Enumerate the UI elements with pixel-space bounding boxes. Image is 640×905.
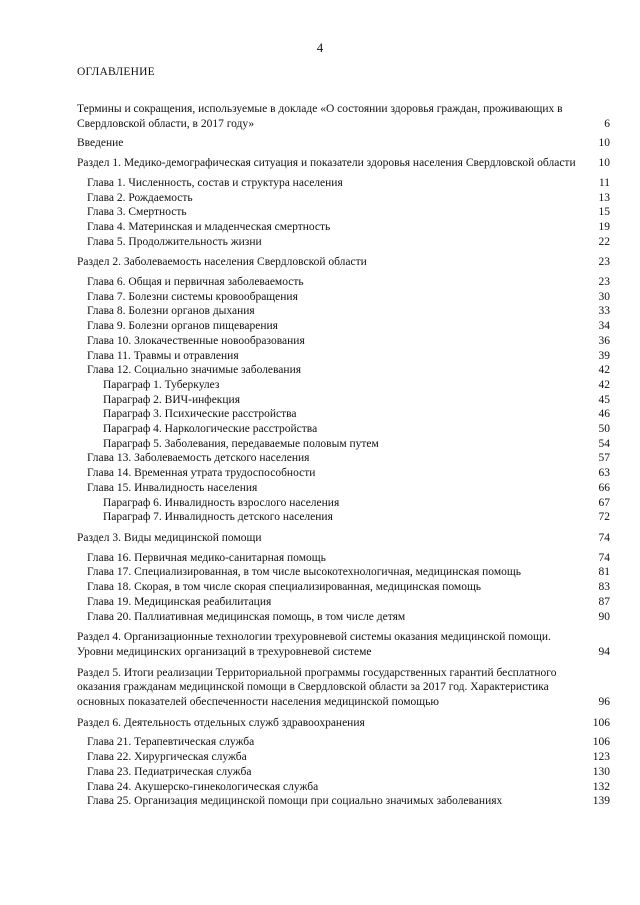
toc-entry-title: Глава 17. Специализированная, в том числе высокотехнологичная, медицинская помощь	[87, 566, 521, 579]
toc-chapter-24[interactable]	[77, 780, 610, 795]
toc-entry-title: Глава 25. Организация медицинской помощи при социально значимых заболеваниях	[87, 795, 503, 808]
toc-entry-title: Глава 14. Временная утрата трудоспособности	[87, 467, 316, 480]
toc-entry-title: Параграф 6. Инвалидность взрослого населения	[103, 496, 340, 509]
toc-entry-title: Параграф 2. ВИЧ-инфекция	[103, 393, 240, 406]
toc-entry-page: 123	[592, 751, 610, 764]
toc-entry-page: 63	[598, 467, 610, 480]
toc-entry-page: 33	[598, 305, 610, 318]
toc-section-1[interactable]	[77, 156, 610, 171]
toc-chapter-19[interactable]	[77, 595, 610, 610]
toc-entry-title: Глава 9. Болезни органов пищеварения	[87, 320, 278, 333]
toc-section-4[interactable]	[77, 630, 610, 659]
toc-entry-page: 67	[598, 496, 610, 509]
toc-entry-page: 15	[598, 206, 610, 219]
toc-entry-page: 19	[598, 220, 610, 233]
toc-chapter-17[interactable]	[77, 565, 610, 580]
toc-chapter-7[interactable]	[77, 290, 610, 305]
toc-paragraph-2[interactable]	[77, 393, 610, 408]
toc-entry-title: Глава 10. Злокачественные новообразования	[87, 334, 305, 347]
table-of-contents	[77, 102, 610, 809]
toc-entry-page: 30	[598, 290, 610, 303]
toc-entry-page: 13	[598, 191, 610, 204]
toc-paragraph-6[interactable]	[77, 496, 610, 511]
toc-entry-page: 96	[598, 696, 610, 709]
toc-entry-page: 39	[598, 349, 610, 362]
toc-entry-page: 87	[598, 595, 610, 608]
toc-entry-title: Параграф 5. Заболевания, передаваемые половым путем	[103, 437, 379, 450]
toc-chapter-3[interactable]	[77, 205, 610, 220]
toc-chapter-13[interactable]	[77, 451, 610, 466]
toc-chapter-21[interactable]	[77, 735, 610, 750]
toc-entry-title: Глава 15. Инвалидность населения	[87, 481, 258, 494]
toc-entry-page: 34	[598, 320, 610, 333]
toc-chapter-10[interactable]	[77, 334, 610, 349]
toc-entry-title: Параграф 3. Психические расстройства	[103, 408, 297, 421]
toc-entry-title: Параграф 1. Туберкулез	[103, 378, 220, 391]
toc-entry-page: 106	[592, 736, 610, 749]
toc-entry-title: Глава 2. Рождаемость	[87, 191, 193, 204]
toc-entry-page: 10	[598, 137, 610, 150]
toc-entry-page: 83	[598, 581, 610, 594]
toc-chapter-18[interactable]	[77, 580, 610, 595]
toc-chapter-25[interactable]	[77, 794, 610, 809]
toc-entry-title: Введение	[77, 137, 124, 150]
toc-chapter-4[interactable]	[77, 220, 610, 235]
toc-chapter-9[interactable]	[77, 319, 610, 334]
toc-entry-title: Глава 22. Хирургическая служба	[87, 751, 247, 764]
toc-chapter-20[interactable]	[77, 610, 610, 625]
toc-section-5[interactable]	[77, 666, 610, 710]
toc-entry-title: Глава 20. Паллиативная медицинская помощь, в том числе детям	[87, 610, 406, 623]
toc-entry-title: Глава 6. Общая и первичная заболеваемость	[87, 276, 304, 289]
toc-entry-terms[interactable]	[77, 102, 610, 131]
toc-entry-title: Термины и сокращения, используемые в докладе «О состоянии здоровья граждан, проживающих в Свердловской области, в 2017 году»	[77, 103, 563, 130]
toc-chapter-14[interactable]	[77, 466, 610, 481]
toc-chapter-16[interactable]	[77, 551, 610, 566]
toc-paragraph-1[interactable]	[77, 378, 610, 393]
toc-entry-intro[interactable]	[77, 136, 610, 151]
toc-chapter-23[interactable]	[77, 765, 610, 780]
toc-entry-title: Глава 4. Материнская и младенческая смертность	[87, 220, 331, 233]
toc-entry-page: 11	[598, 176, 610, 189]
toc-entry-page: 36	[598, 334, 610, 347]
toc-paragraph-3[interactable]	[77, 407, 610, 422]
toc-chapter-15[interactable]	[77, 481, 610, 496]
toc-entry-title: Параграф 4. Наркологические расстройства	[103, 423, 318, 436]
toc-chapter-12[interactable]	[77, 363, 610, 378]
toc-section-6[interactable]	[77, 716, 610, 731]
toc-chapter-6[interactable]	[77, 275, 610, 290]
toc-entry-title: Глава 21. Терапевтическая служба	[87, 736, 255, 749]
toc-paragraph-4[interactable]	[77, 422, 610, 437]
toc-entry-page: 94	[598, 645, 610, 658]
toc-entry-title: Глава 18. Скорая, в том числе скорая специализированная, медицинская помощь	[87, 581, 482, 594]
toc-entry-title: Раздел 2. Заболеваемость населения Свердловской области	[77, 256, 367, 269]
toc-entry-title: Параграф 7. Инвалидность детского населения	[103, 511, 333, 524]
toc-entry-title: Глава 12. Социально значимые заболевания	[87, 364, 302, 377]
page-number: 4	[316, 40, 324, 55]
toc-entry-page: 74	[598, 531, 610, 544]
toc-entry-title: Глава 19. Медицинская реабилитация	[87, 595, 272, 608]
toc-entry-page: 54	[598, 437, 610, 450]
toc-paragraph-7[interactable]	[77, 510, 610, 525]
toc-entry-page: 72	[598, 511, 610, 524]
toc-entry-page: 23	[598, 276, 610, 289]
toc-entry-page: 6	[604, 117, 610, 130]
toc-chapter-22[interactable]	[77, 750, 610, 765]
toc-entry-title: Глава 11. Травмы и отравления	[87, 349, 239, 362]
toc-entry-page: 45	[598, 393, 610, 406]
toc-entry-page: 42	[598, 378, 610, 391]
toc-entry-page: 106	[592, 716, 610, 729]
toc-entry-page: 130	[592, 765, 610, 778]
toc-entry-page: 66	[598, 481, 610, 494]
toc-entry-title: Глава 1. Численность, состав и структура населения	[87, 176, 343, 189]
toc-entry-title: Глава 5. Продолжительность жизни	[87, 235, 262, 248]
toc-entry-page: 42	[598, 364, 610, 377]
toc-entry-title: Глава 13. Заболеваемость детского населения	[87, 452, 310, 465]
toc-entry-title: Глава 16. Первичная медико-санитарная помощь	[87, 551, 326, 564]
toc-chapter-2[interactable]	[77, 191, 610, 206]
toc-chapter-8[interactable]	[77, 304, 610, 319]
toc-section-3[interactable]	[77, 531, 610, 546]
toc-paragraph-5[interactable]	[77, 437, 610, 452]
toc-entry-title: Раздел 4. Организационные технологии трехуровневой системы оказания медицинской помощи. Уровни медицинских организаций в трехуровневой системе	[77, 631, 551, 658]
toc-entry-title: Глава 24. Акушерско-гинекологическая служба	[87, 780, 319, 793]
toc-heading: ОГЛАВЛЕНИЕ	[77, 66, 155, 78]
toc-entry-page: 10	[598, 157, 610, 170]
toc-entry-title: Глава 3. Смертность	[87, 206, 187, 219]
toc-entry-title: Раздел 3. Виды медицинской помощи	[77, 531, 262, 544]
toc-entry-page: 74	[598, 551, 610, 564]
toc-entry-page: 139	[592, 795, 610, 808]
toc-entry-page: 23	[598, 256, 610, 269]
toc-entry-page: 81	[598, 566, 610, 579]
toc-entry-page: 22	[598, 235, 610, 248]
toc-section-2[interactable]	[77, 255, 610, 270]
toc-chapter-11[interactable]	[77, 349, 610, 364]
toc-entry-title: Глава 8. Болезни органов дыхания	[87, 305, 255, 318]
toc-entry-page: 57	[598, 452, 610, 465]
toc-entry-title: Глава 23. Педиатрическая служба	[87, 765, 252, 778]
toc-entry-page: 50	[598, 423, 610, 436]
toc-entry-title: Раздел 6. Деятельность отдельных служб здравоохранения	[77, 716, 365, 729]
toc-entry-title: Глава 7. Болезни системы кровообращения	[87, 290, 298, 303]
toc-entry-title: Раздел 5. Итоги реализации Территориальной программы государственных гарантий бесплатного оказания гражданам медицинской помощи в Свердловской области за 2017 год. Характеристика основных показателей обеспеченности населения медицинской помощью	[77, 666, 557, 709]
toc-entry-page: 132	[592, 780, 610, 793]
toc-entry-title: Раздел 1. Медико-демографическая ситуация и показатели здоровья населения Свердловской области	[77, 157, 576, 170]
toc-entry-page: 90	[598, 610, 610, 623]
toc-chapter-1[interactable]	[77, 176, 610, 191]
toc-entry-page: 46	[598, 408, 610, 421]
toc-chapter-5[interactable]	[77, 235, 610, 250]
